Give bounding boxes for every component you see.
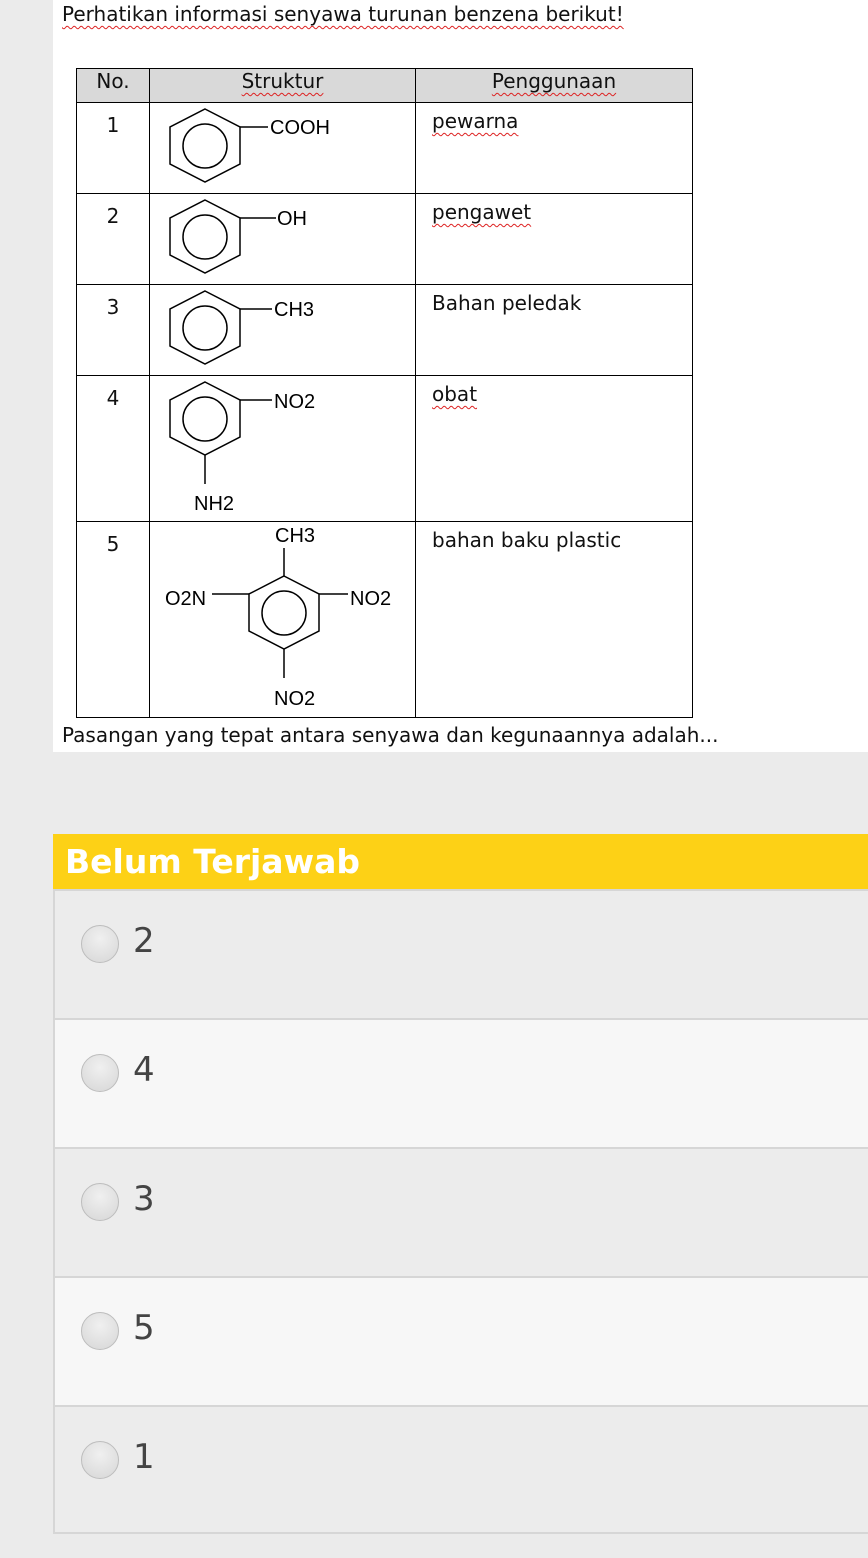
row-number: 3 [77,285,150,376]
answer-option[interactable] [53,1276,868,1405]
header-no: No. [77,69,150,103]
substituent-label: OH [277,208,307,230]
row-number: 4 [77,376,150,522]
status-badge: Belum Terjawab [53,834,868,889]
usage-cell: bahan baku plastic [416,522,693,718]
substituent-label: CH3 [275,525,316,547]
question-intro: Perhatikan informasi senyawa turunan benzena berikut! [62,2,624,26]
benzene-ring-icon [150,522,414,716]
question-prompt: Pasangan yang tepat antara senyawa dan kegunaannya adalah... [62,723,719,747]
substituent-label: NH2 [194,493,235,515]
radio-button[interactable] [81,1183,119,1221]
option-label: 3 [133,1179,155,1219]
answer-option[interactable] [53,1018,868,1147]
benzene-ring-icon [150,285,414,374]
answer-option[interactable] [53,1147,868,1276]
benzene-ring-icon [150,194,414,283]
usage-cell: Bahan peledak [416,285,693,376]
compound-table [76,68,693,718]
usage-cell: pewarna [416,103,693,194]
structure-benzoic-acid [150,103,416,194]
table-row [77,194,693,285]
benzene-ring-icon [150,376,414,520]
option-label: 5 [133,1308,155,1348]
structure-toluene [150,285,416,376]
table-row [77,103,693,194]
row-number: 5 [77,522,150,718]
substituent-label: COOH [270,117,330,139]
substituent-label: NO2 [350,588,392,610]
question-panel [53,0,868,752]
row-number: 1 [77,103,150,194]
answer-card [53,834,868,1536]
option-label: 1 [133,1437,155,1477]
answer-option[interactable] [53,889,868,1018]
benzene-ring-icon [150,103,414,192]
table-row [77,285,693,376]
substituent-label: CH3 [274,299,315,321]
structure-phenol [150,194,416,285]
header-penggunaan: Penggunaan [416,69,693,103]
row-number: 2 [77,194,150,285]
answer-option[interactable] [53,1405,868,1534]
header-struktur: Struktur [150,69,416,103]
radio-button[interactable] [81,1441,119,1479]
option-label: 2 [133,921,155,961]
table-row [77,376,693,522]
usage-cell: obat [416,376,693,522]
radio-button[interactable] [81,1312,119,1350]
table-header-row [77,69,693,103]
substituent-label: NO2 [274,688,316,710]
structure-nitroaniline [150,376,416,522]
structure-tnt [150,522,416,718]
radio-button[interactable] [81,925,119,963]
table-row [77,522,693,718]
usage-cell: pengawet [416,194,693,285]
substituent-label: NO2 [274,391,316,413]
substituent-label: O2N [165,588,207,610]
radio-button[interactable] [81,1054,119,1092]
option-label: 4 [133,1050,155,1090]
